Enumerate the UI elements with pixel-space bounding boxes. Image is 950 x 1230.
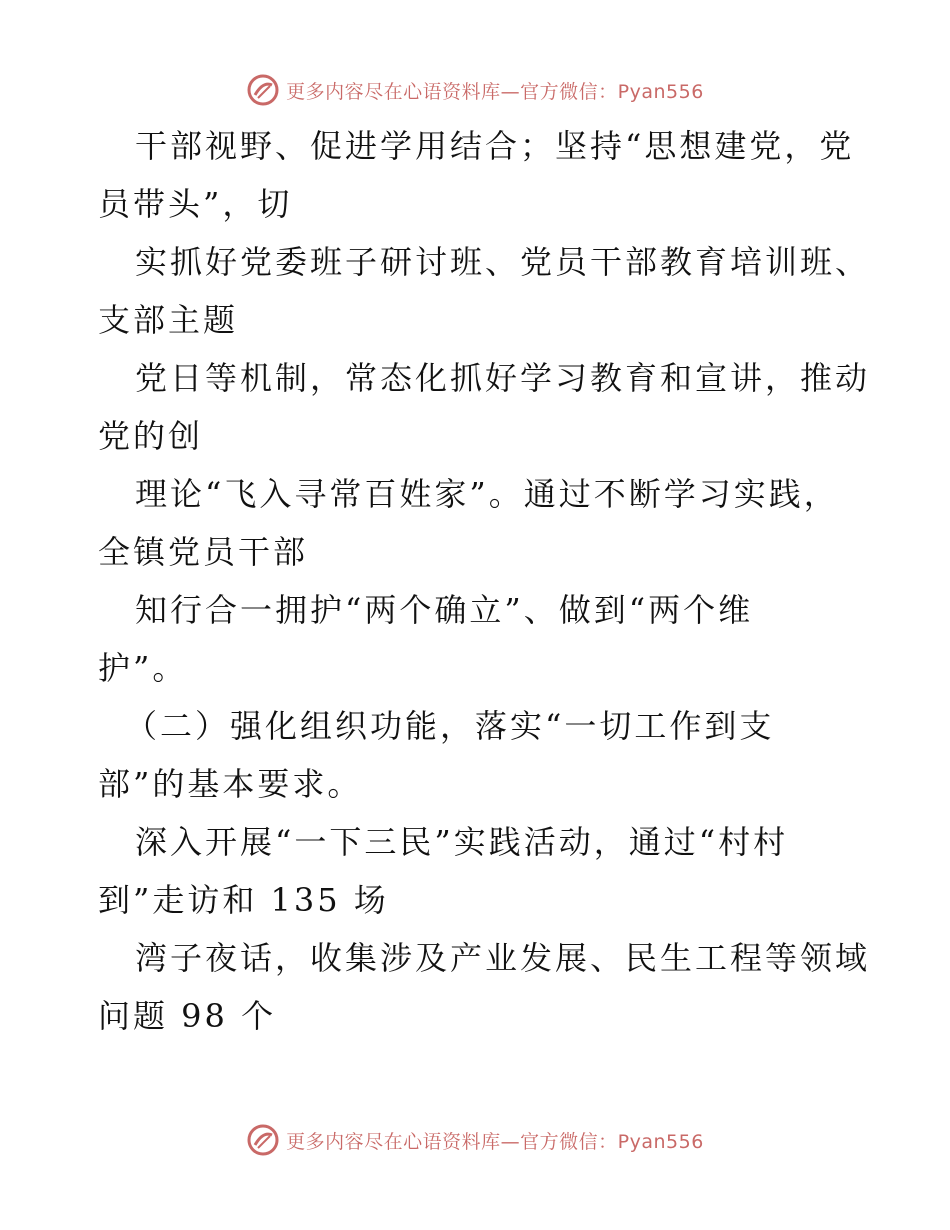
text-line: 支部主题 — [98, 301, 239, 339]
text-line: 党的创 — [98, 417, 204, 455]
text-line: 理论“飞入寻常百姓家”。通过不断学习实践， — [135, 475, 839, 513]
watermark-logo-icon — [246, 1123, 280, 1157]
text-line: 到”走访和 135 场 — [98, 881, 389, 919]
text-line: 部”的基本要求。 — [98, 765, 363, 803]
text-line: 实抓好党委班子研讨班、党员干部教育培训班、 — [135, 243, 871, 281]
text-line: 护”。 — [98, 649, 188, 687]
text-line: 知行合一拥护“两个确立”、做到“两个维 — [135, 591, 754, 629]
text-line: 干部视野、促进学用结合；坚持“思想建党，党 — [135, 127, 855, 165]
text-line: 问题 98 个 — [98, 997, 277, 1035]
watermark-text: 更多内容尽在心语资料库—官方微信：Pyan556 — [286, 80, 704, 103]
text-line: 党日等机制，常态化抓好学习教育和宣讲，推动 — [135, 359, 871, 397]
watermark-text: 更多内容尽在心语资料库—官方微信：Pyan556 — [286, 1130, 704, 1153]
section-heading: （二）强化组织功能，落实“一切工作到支 — [125, 707, 775, 745]
text-line: 湾子夜话，收集涉及产业发展、民生工程等领域 — [135, 939, 871, 977]
text-line: 员带头”，切 — [98, 185, 293, 223]
text-line: 深入开展“一下三民”实践活动，通过“村村 — [135, 823, 789, 861]
text-line: 全镇党员干部 — [98, 533, 309, 571]
footer-watermark — [0, 1120, 950, 1160]
